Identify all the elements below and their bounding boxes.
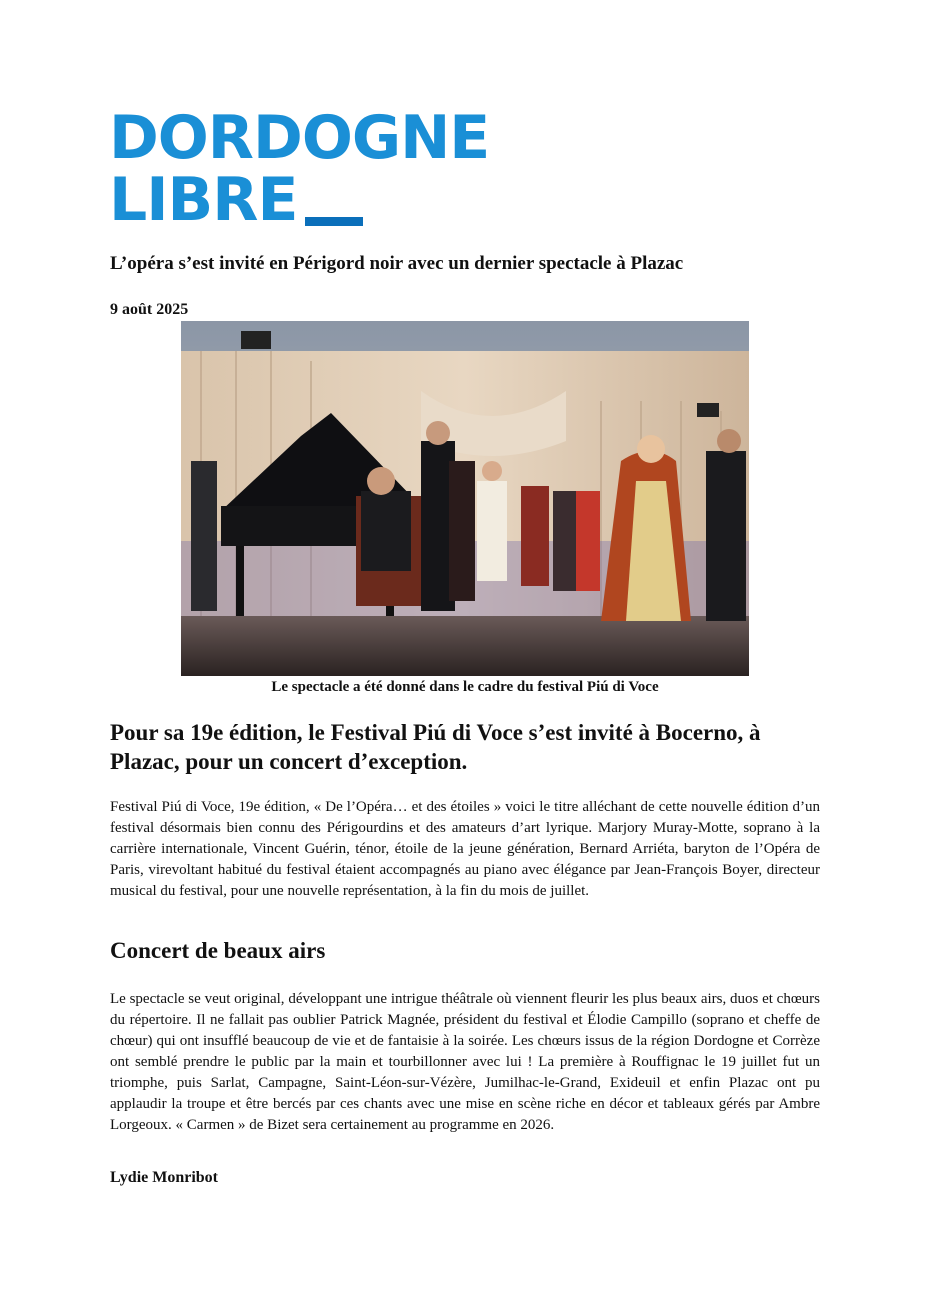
logo-line-2: LIBRE [109, 165, 298, 235]
article-paragraph-2: Le spectacle se veut original, développant une intrigue théâtrale où viennent fleurir les plus beaux airs, duos et chœurs du répertoire. Il ne fallait pas oublier Patrick Magnée, président du festival et Élodie Campillo (soprano et cheffe de chœur) qui ont insufflé beaucoup de vie et de fantaisie à la soirée. Les chœurs issus de la région Dordogne et Corrèze ont semblé prendre le public par la main et tourbillonner avec lui ! La première à Rouffignac le 19 juillet fut un triomphe, puis Sarlat, Campagne, Saint-Léon-sur-Vézère, Jumilhac-le-Grand, Exideuil et enfin Plazac ont pu applaudir la troupe et être bercés par ces chants avec une mise en scène riche en décor et tableaux gérés par Ambre Lorgeoux. « Carmen » de Bizet sera certainement au programme en 2026. [110, 991, 820, 1133]
stage-photo-illustration [181, 321, 749, 676]
photo-caption: Le spectacle a été donné dans le cadre du festival Piú di Voce [271, 679, 659, 695]
logo-line-2-wrap [109, 165, 569, 235]
section-subheading: Concert de beaux airs [110, 938, 326, 963]
article-date: 9 août 2025 [110, 301, 189, 318]
logo-line-1: DORDOGNE [109, 103, 490, 173]
logo-underscore-bar [305, 217, 363, 226]
article-author: Lydie Monribot [110, 1169, 219, 1186]
article-lead: Pour sa 19e édition, le Festival Piú di Voce s’est invité à Bocerno, à Plazac, pour un concert d’exception. [110, 720, 761, 774]
dordogne-libre-logo [109, 103, 569, 235]
article-headline: L’opéra s’est invité en Périgord noir avec un dernier spectacle à Plazac [110, 253, 684, 274]
concert-stage-photo [181, 321, 749, 676]
article-paragraph-1: Festival Piú di Voce, 19e édition, « De l’Opéra… et des étoiles » voici le titre alléchant de cette nouvelle édition d’un festival désormais bien connu des Périgourdins et des amateurs d’art lyrique. Marjory Muray-Motte, soprano à la carrière internationale, Vincent Guérin, ténor, étoile de la jeune génération, Bernard Arriéta, baryton de l’Opéra de Paris, virevoltant habitué du festival étaient accompagnés au piano avec élégance par Jean-François Boyer, directeur musical du festival, pour une nouvelle représentation, à la fin du mois de juillet. [110, 799, 820, 899]
